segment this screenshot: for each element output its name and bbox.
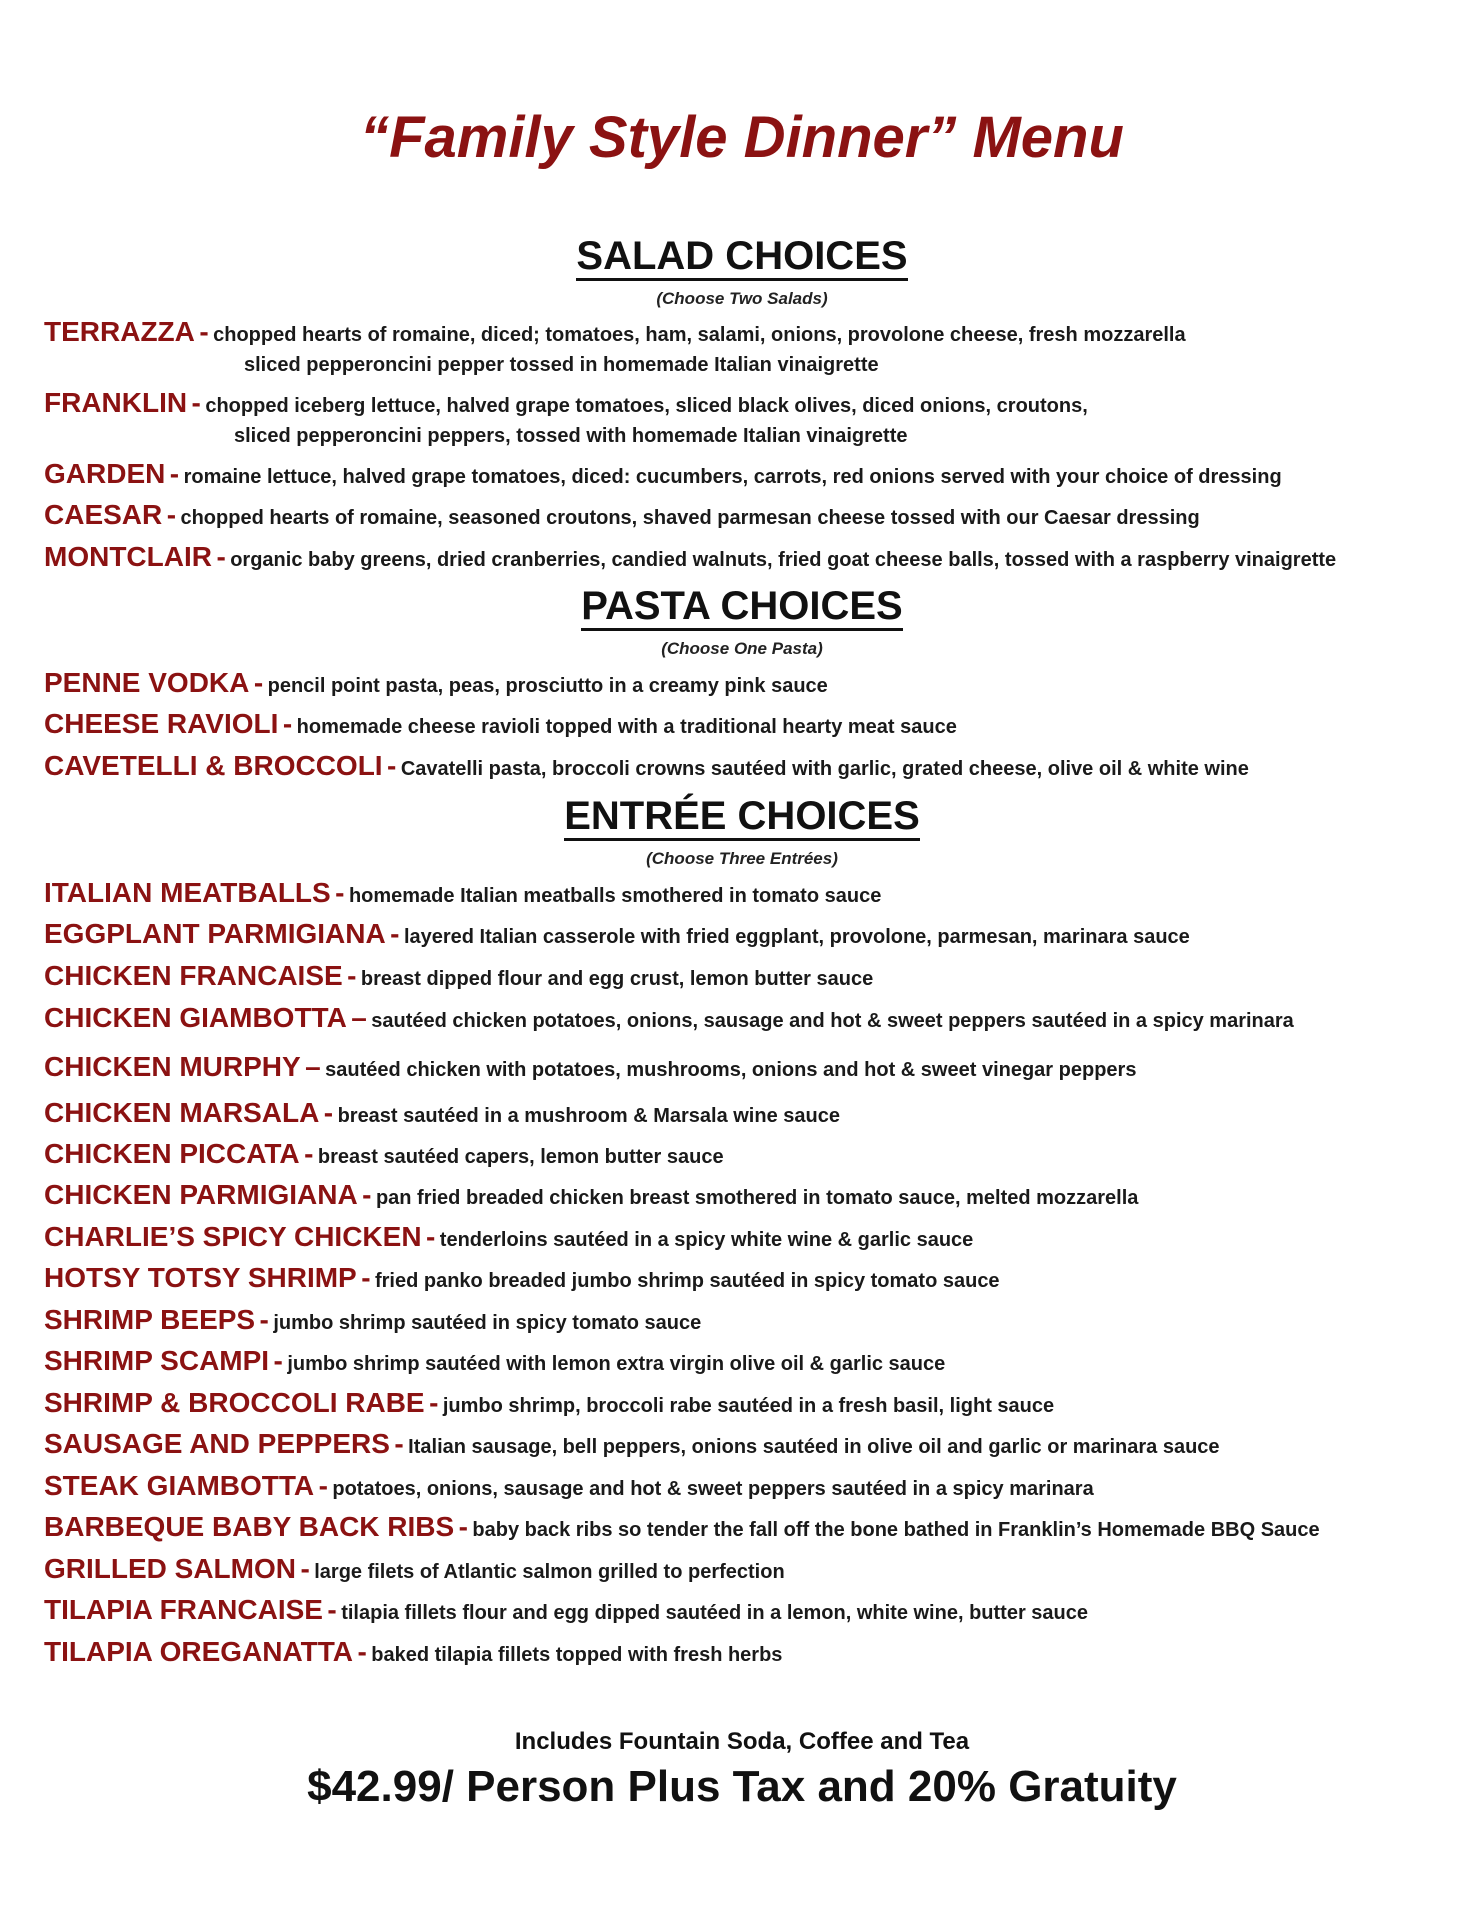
item-separator: - bbox=[327, 1594, 337, 1625]
item-name: CAVETELLI & BROCCOLI bbox=[44, 750, 383, 781]
item-separator: - bbox=[357, 1636, 367, 1667]
item-separator: - bbox=[362, 1179, 372, 1210]
item-description: large filets of Atlantic salmon grilled to perfection bbox=[314, 1561, 785, 1583]
item-separator: - bbox=[166, 499, 177, 530]
menu-item-chicken-parmigiana bbox=[44, 1179, 1464, 1211]
salad-section-header bbox=[0, 236, 1484, 309]
item-description: layered Italian casserole with fried eggplant, provolone, parmesan, marinara sauce bbox=[403, 926, 1190, 948]
price-line: $42.99/ Person Plus Tax and 20% Gratuity bbox=[307, 1762, 1177, 1811]
item-description: chopped iceberg lettuce, halved grape tomatoes, sliced black olives, diced onions, croutons, bbox=[205, 395, 1088, 417]
menu-item-hotsy-totsy-shrimp bbox=[44, 1262, 1464, 1294]
menu-item-chicken-marsala bbox=[44, 1097, 1464, 1129]
menu-item-chicken-murphy bbox=[44, 1051, 1464, 1083]
item-description: chopped hearts of romaine, diced; tomatoes, ham, salami, onions, provolone cheese, fresh mozzarella bbox=[213, 324, 1186, 346]
pasta-section-subtitle: (Choose One Pasta) bbox=[661, 639, 823, 658]
item-description: sautéed chicken potatoes, onions, sausage and hot & sweet peppers sautéed in a spicy marinara bbox=[371, 1010, 1294, 1032]
item-description: homemade Italian meatballs smothered in tomato sauce bbox=[348, 885, 882, 907]
item-name: CHICKEN FRANCAISE bbox=[44, 960, 343, 991]
menu-item-shrimp-broccoli-rabe bbox=[44, 1387, 1464, 1419]
menu-item-tilapia-francaise bbox=[44, 1594, 1464, 1626]
item-name: PENNE VODKA bbox=[44, 667, 250, 698]
item-name: CHEESE RAVIOLI bbox=[44, 708, 279, 739]
item-separator: - bbox=[394, 1428, 404, 1459]
item-separator: - bbox=[387, 750, 397, 781]
pasta-section-header bbox=[0, 586, 1484, 659]
item-separator: - bbox=[361, 1262, 371, 1293]
item-name: CHICKEN GIAMBOTTA bbox=[44, 1002, 347, 1033]
item-name: SHRIMP & BROCCOLI RABE bbox=[44, 1387, 425, 1418]
item-name: HOTSY TOTSY SHRIMP bbox=[44, 1262, 357, 1293]
menu-item-shrimp-beeps bbox=[44, 1304, 1464, 1336]
item-description: pan fried breaded chicken breast smothered in tomato sauce, melted mozzarella bbox=[375, 1187, 1139, 1209]
item-name: TERRAZZA bbox=[44, 316, 195, 347]
item-separator: - bbox=[429, 1387, 439, 1418]
menu-item-penne-vodka bbox=[44, 667, 1464, 699]
item-separator: - bbox=[259, 1304, 269, 1335]
item-name: SAUSAGE AND PEPPERS bbox=[44, 1428, 390, 1459]
item-description: chopped hearts of romaine, seasoned croutons, shaved parmesan cheese tossed with our Caesar dressing bbox=[180, 507, 1200, 529]
item-separator: - bbox=[300, 1553, 310, 1584]
menu-item-terrazza bbox=[44, 316, 1464, 348]
item-name: CHICKEN PARMIGIANA bbox=[44, 1179, 358, 1210]
item-description: baby back ribs so tender the fall off the bone bathed in Franklin’s Homemade BBQ Sauce bbox=[472, 1519, 1320, 1541]
item-description: jumbo shrimp, broccoli rabe sautéed in a fresh basil, light sauce bbox=[442, 1395, 1055, 1417]
item-name: SHRIMP SCAMPI bbox=[44, 1345, 270, 1376]
item-separator: - bbox=[169, 458, 180, 489]
menu-item-garden bbox=[44, 458, 1464, 490]
item-separator: - bbox=[273, 1345, 283, 1376]
item-separator: - bbox=[335, 877, 345, 908]
item-separator: - bbox=[199, 316, 209, 347]
item-description-continued: sliced pepperoncini pepper tossed in homemade Italian vinaigrette bbox=[244, 354, 879, 376]
page-title: “Family Style Dinner” Menu bbox=[360, 105, 1124, 170]
pasta-section-title: PASTA CHOICES bbox=[581, 586, 903, 631]
entree-section-title: ENTRÉE CHOICES bbox=[564, 796, 920, 841]
item-description: romaine lettuce, halved grape tomatoes, diced: cucumbers, carrots, red onions served with your choice of dressing bbox=[183, 466, 1282, 488]
item-description: homemade cheese ravioli topped with a traditional hearty meat sauce bbox=[296, 716, 957, 738]
menu-item-shrimp-scampi bbox=[44, 1345, 1464, 1377]
menu-item-italian-meatballs bbox=[44, 877, 1464, 909]
item-separator: - bbox=[282, 708, 293, 739]
menu-item-chicken-giambotta bbox=[44, 1002, 1464, 1034]
item-name: SHRIMP BEEPS bbox=[44, 1304, 256, 1335]
item-name: GRILLED SALMON bbox=[44, 1553, 296, 1584]
item-description: breast sautéed in a mushroom & Marsala wine sauce bbox=[337, 1105, 840, 1127]
item-name: MONTCLAIR bbox=[44, 541, 212, 572]
item-name: BARBEQUE BABY BACK RIBS bbox=[44, 1511, 455, 1542]
item-description: breast sautéed capers, lemon butter sauce bbox=[317, 1146, 724, 1168]
item-name: FRANKLIN bbox=[44, 387, 188, 418]
item-description-continued: sliced pepperoncini peppers, tossed with homemade Italian vinaigrette bbox=[234, 425, 908, 447]
menu-item-steak-giambotta bbox=[44, 1470, 1464, 1502]
menu-item-sausage-and-peppers bbox=[44, 1428, 1464, 1460]
item-description: Italian sausage, bell peppers, onions sautéed in olive oil and garlic or marinara sauce bbox=[408, 1436, 1220, 1458]
item-name: GARDEN bbox=[44, 458, 166, 489]
item-description: jumbo shrimp sautéed in spicy tomato sauce bbox=[273, 1312, 702, 1334]
item-name: CAESAR bbox=[44, 499, 163, 530]
menu-item-tilapia-oreganatta bbox=[44, 1636, 1464, 1668]
item-separator: - bbox=[390, 918, 400, 949]
item-separator: - bbox=[426, 1221, 436, 1252]
item-separator: - bbox=[318, 1470, 328, 1501]
item-separator: – bbox=[351, 1002, 367, 1033]
item-description: sautéed chicken with potatoes, mushrooms, onions and hot & sweet vinegar peppers bbox=[325, 1059, 1137, 1081]
item-separator: - bbox=[323, 1097, 334, 1128]
item-separator: - bbox=[458, 1511, 468, 1542]
item-description: Cavatelli pasta, broccoli crowns sautéed with garlic, grated cheese, olive oil & white wine bbox=[400, 758, 1249, 780]
menu-item-charlies-spicy-chicken bbox=[44, 1221, 1464, 1253]
item-separator: - bbox=[253, 667, 264, 698]
item-separator: - bbox=[216, 541, 226, 572]
menu-item-cavetelli-broccoli bbox=[44, 750, 1464, 782]
item-name: STEAK GIAMBOTTA bbox=[44, 1470, 315, 1501]
menu-item-barbeque-baby-back-ribs bbox=[44, 1511, 1464, 1543]
item-description: tenderloins sautéed in a spicy white wine & garlic sauce bbox=[439, 1229, 974, 1251]
includes-note: Includes Fountain Soda, Coffee and Tea bbox=[514, 1728, 970, 1755]
menu-item-franklin bbox=[44, 387, 1464, 419]
item-description: baked tilapia fillets topped with fresh herbs bbox=[371, 1644, 783, 1666]
item-separator: - bbox=[347, 960, 357, 991]
entree-section-subtitle: (Choose Three Entrées) bbox=[646, 849, 838, 868]
item-name: CHICKEN MURPHY bbox=[44, 1051, 301, 1082]
item-name: EGGPLANT PARMIGIANA bbox=[44, 918, 386, 949]
menu-item-caesar bbox=[44, 499, 1464, 531]
salad-section-subtitle: (Choose Two Salads) bbox=[656, 289, 828, 308]
item-description: potatoes, onions, sausage and hot & sweet peppers sautéed in a spicy marinara bbox=[332, 1478, 1094, 1500]
menu-item-montclair bbox=[44, 541, 1464, 573]
item-description: jumbo shrimp sautéed with lemon extra virgin olive oil & garlic sauce bbox=[287, 1353, 946, 1375]
menu-item-chicken-francaise bbox=[44, 960, 1464, 992]
item-name: TILAPIA FRANCAISE bbox=[44, 1594, 323, 1625]
item-name: CHARLIE’S SPICY CHICKEN bbox=[44, 1221, 422, 1252]
menu-item-chicken-piccata bbox=[44, 1138, 1464, 1170]
item-description: organic baby greens, dried cranberries, candied walnuts, fried goat cheese balls, tossed with a raspberry vinaigrette bbox=[230, 549, 1337, 571]
salad-section-title: SALAD CHOICES bbox=[576, 236, 907, 281]
item-description: breast dipped flour and egg crust, lemon butter sauce bbox=[360, 968, 874, 990]
item-name: CHICKEN PICCATA bbox=[44, 1138, 300, 1169]
item-description: pencil point pasta, peas, prosciutto in a creamy pink sauce bbox=[267, 675, 828, 697]
item-name: ITALIAN MEATBALLS bbox=[44, 877, 331, 908]
item-name: TILAPIA OREGANATTA bbox=[44, 1636, 354, 1667]
entree-section-header bbox=[0, 796, 1484, 869]
item-description: fried panko breaded jumbo shrimp sautéed in spicy tomato sauce bbox=[374, 1270, 1000, 1292]
menu-item-grilled-salmon bbox=[44, 1553, 1464, 1585]
item-name: CHICKEN MARSALA bbox=[44, 1097, 320, 1128]
menu-item-cheese-ravioli bbox=[44, 708, 1464, 740]
item-separator: - bbox=[304, 1138, 314, 1169]
item-description: tilapia fillets flour and egg dipped sautéed in a lemon, white wine, butter sauce bbox=[341, 1602, 1088, 1624]
item-separator: - bbox=[191, 387, 201, 418]
menu-item-eggplant-parmigiana bbox=[44, 918, 1464, 950]
item-separator: – bbox=[305, 1051, 321, 1082]
